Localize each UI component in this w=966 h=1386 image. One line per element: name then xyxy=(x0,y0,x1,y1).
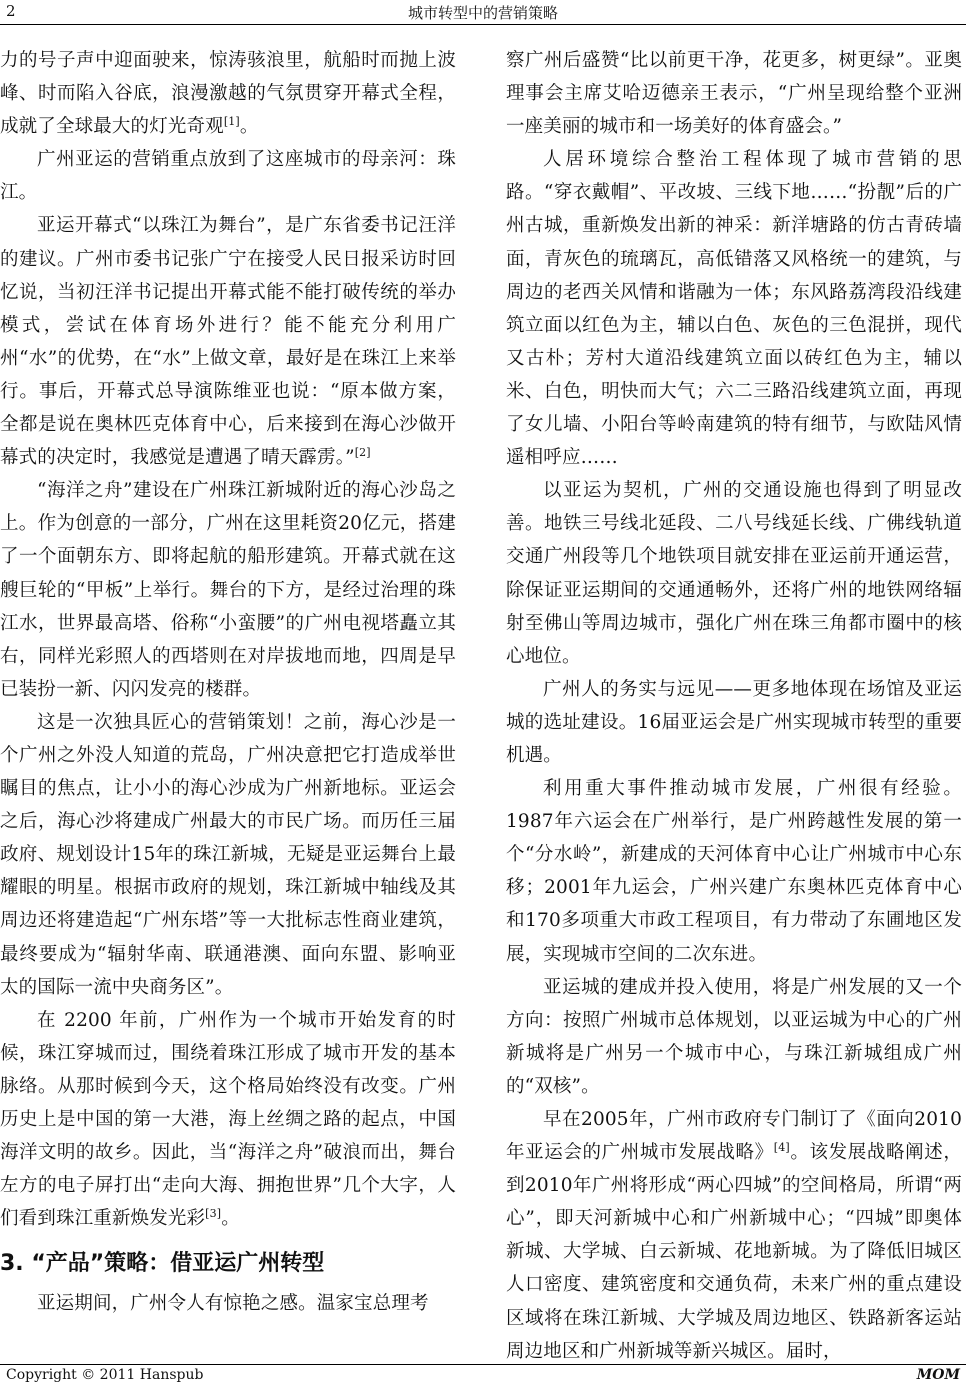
citation-ref[interactable]: [1] xyxy=(223,115,240,129)
paragraph: 亚运期间，广州令人有惊艳之感。温家宝总理考 xyxy=(37,1293,429,1315)
running-title: 城市转型中的营销策略 xyxy=(407,4,558,22)
paragraph: 广州人的务实与远见——更多地体现在场馆及亚运城的选址建设。16届亚运会是广州实现城市转型的重要机遇。 xyxy=(506,678,962,766)
paragraph: 这是一次独具匠心的营销策划！之前，海心沙是一个广州之外没人知道的荒岛，广州决意把它打造成举世瞩目的焦点，让小小的海心沙成为广州新地标。亚运会之后，海心沙将建成广州最大的市民广场。而历任三届政府、规划设计15年的珠江新城，无疑是亚运舞台上最耀眼的明星。根据市政府的规划，珠江新城中轴线及其周边还将建造起“广州东塔”等一大批标志性商业建筑，最终要成为“辐射华南、联通港澳、面向东盟、影响亚太的国际一流中央商务区”。 xyxy=(0,711,456,998)
paragraph: 以亚运为契机，广州的交通设施也得到了明显改善。地铁三号线北延段、二八号线延长线、广佛线轨道交通广州段等几个地铁项目就安排在亚运前开通运营，除保证亚运期间的交通通畅外，还将广州的地铁网络辐射至佛山等周边城市，强化广州在珠三角都市圈中的核心地位。 xyxy=(506,480,962,667)
paragraph: 亚运开幕式“以珠江为舞台”，是广东省委书记汪洋的建议。广州市委书记张广宁在接受人民日报采访时回忆说，当初汪洋书记提出开幕式能不能打破传统的举办模式，尝试在体育场外进行？能不能充分利用广州“水”的优势，在“水”上做文章，最好是在珠江上来举行。事后，开幕式总导演陈维亚也说：“原本做方案，全都是说在奥林匹克体育中心，后来接到在海心沙做开幕式的决定时，我感觉是遭遇了晴天霹雳。”[2] xyxy=(0,215,456,469)
paragraph: 力的号子声中迎面驶来，惊涛骇浪里，航船时而抛上波峰、时而陷入谷底，浪漫激越的气氛贯穿开幕式全程，成就了全球最大的灯光奇观[1]。 xyxy=(0,50,456,138)
paragraph: 亚运城的建成并投入使用，将是广州发展的又一个方向：按照广州城市总体规划，以亚运城为中心的广州新城将是广州另一个城市中心，与珠江新城组成广州的“双核”。 xyxy=(506,976,962,1097)
paragraph: 察广州后盛赞“比以前更干净，花更多，树更绿”。亚奥理事会主席艾哈迈德亲王表示，“广州呈现给整个亚洲一座美丽的城市和一场美好的体育盛会。” xyxy=(506,50,962,138)
right-column xyxy=(506,44,962,1368)
journal-name: MOM xyxy=(916,1367,960,1383)
section-heading: 3. “产品”策略：借亚运广州转型 xyxy=(0,1251,325,1277)
paragraph: 广州亚运的营销重点放到了这座城市的母亲河：珠江。 xyxy=(0,149,456,204)
page-header xyxy=(0,0,966,25)
left-column xyxy=(0,44,456,1320)
paragraph: 人居环境综合整治工程体现了城市营销的思路。“穿衣戴帽”、平改坡、三线下地……“扮靓”后的广州古城，重新焕发出新的神采：新洋塘路的仿古青砖墙面，青灰色的琉璃瓦，高低错落又风格统一的建筑，与周边的老西关风情和谐融为一体；东风路荔湾段沿线建筑立面以红色为主，辅以白色、灰色的三色混拼，现代又古朴；芳村大道沿线建筑立面以砖红色为主，辅以米、白色，明快而大气；六二三路沿线建筑立面，再现了女儿墙、小阳台等岭南建筑的特有细节，与欧陆风情遥相呼应…… xyxy=(506,149,962,469)
page-number: 2 xyxy=(6,2,16,20)
paragraph: 早在2005年，广州市政府专门制订了《面向2010年亚运会的广州城市发展战略》[4]。该发展战略阐述，到2010年广州将形成“两心四城”的空间格局，所谓“两心”，即天河新城中心和广州新城中心；“四城”即奥体新城、大学城、白云新城、花地新城。为了降低旧城区人口密度、建筑密度和交通负荷，未来广州的重点建设区域将在珠江新城、大学城及周边地区、铁路新客运站周边地区和广州新城等新兴城区。届时， xyxy=(506,1109,962,1362)
paragraph: 利用重大事件推动城市发展，广州很有经验。1987年六运会在广州举行，是广州跨越性发展的第一个“分水岭”，新建成的天河体育中心让广州城市中心东移；2001年九运会，广州兴建广东奥林匹克体育中心和170多项重大市政工程项目，有力带动了东圃地区发展，实现城市空间的二次东进。 xyxy=(506,778,962,965)
citation-ref[interactable]: [2] xyxy=(354,445,371,459)
page-footer xyxy=(0,1364,966,1385)
paragraph: “海洋之舟”建设在广州珠江新城附近的海心沙岛之上。作为创意的一部分，广州在这里耗资20亿元，搭建了一个面朝东方、即将起航的船形建筑。开幕式就在这艘巨轮的“甲板”上举行。舞台的下方，是经过治理的珠江水，世界最高塔、俗称“小蛮腰”的广州电视塔矗立其右，同样光彩照人的西塔则在对岸拔地而地，四周是早已装扮一新、闪闪发亮的楼群。 xyxy=(0,480,456,700)
paragraph: 在 2200 年前，广州作为一个城市开始发育的时候，珠江穿城而过，围绕着珠江形成了城市开发的基本脉络。从那时候到今天，这个格局始终没有改变。广州历史上是中国的第一大港，海上丝绸之路的起点，中国海洋文明的故乡。因此，当“海洋之舟”破浪而出，舞台左方的电子屏打出“走向大海、拥抱世界”几个大字，人们看到珠江重新焕发光彩[3]。 xyxy=(0,1009,456,1230)
citation-ref[interactable]: [4] xyxy=(773,1140,790,1154)
citation-ref[interactable]: [3] xyxy=(205,1207,222,1221)
copyright-notice: Copyright © 2011 Hanspub xyxy=(6,1367,204,1383)
